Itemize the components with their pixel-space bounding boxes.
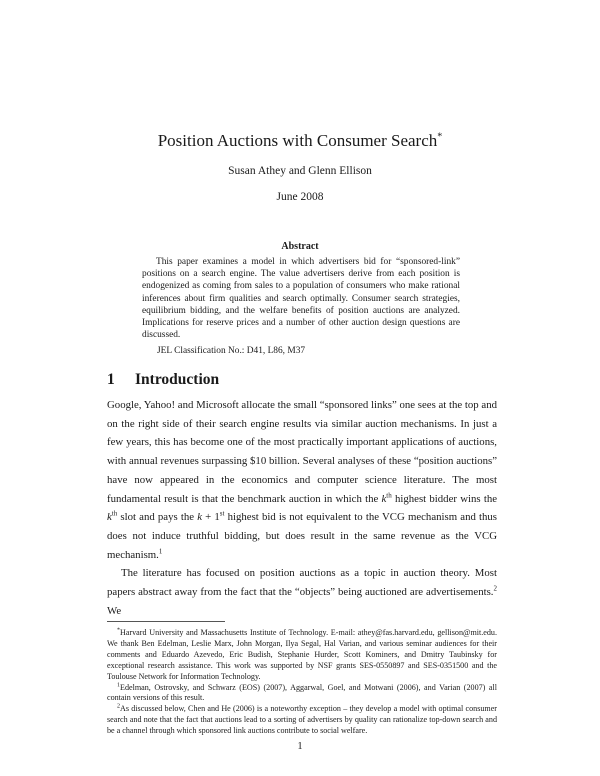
paragraph-1: Google, Yahoo! and Microsoft allocate the small “sponsored links” one sees at the top and on the right side of their search engine results via similar auction mechanisms. In just a few years, this has become one of the most practically important applications of auctions, with annual revenues surpassing $10 billion. Several analyses of these “position auctions” have now appeared in the economics and computer science literature. The most fundamental result is that the benchmark auction in which the $k^{th}$ highest bidder wins the $k^{th}$ slot and pays the k + 1st highest bid is not equivalent to the VCG mechanism and thus does not induce truthful bidding, but does result in the same revenue as the VCG mechanism.$^1$: [107, 399, 498, 561]
abstract-text: This paper examines a model in which advertisers bid for “sponsored-link” positions on a search engine. The value advertisers derive from each position is endogenized as coming from sales to a population of consumers who make rational inferences about firm qualities and search optimally. Consumer search strategies, equilibrium bidding, and the welfare benefits of position auctions are analyzed. Implications for reserve prices and a number of other auction design questions are discussed.: [142, 257, 460, 341]
paper-title: Position Auctions with Consumer Search*: [157, 131, 443, 150]
authors: Susan Athey and Glenn Ellison: [228, 165, 372, 177]
footnote-ref-2[interactable]: 2: [493, 584, 497, 593]
page-number: 1: [297, 741, 303, 752]
section-heading: [107, 371, 219, 389]
footnote-ref-1[interactable]: 1: [158, 547, 163, 556]
footnotes: [107, 628, 497, 737]
section-title: Introduction: [135, 371, 220, 388]
title-footnote-mark: *: [437, 131, 443, 143]
section-number: 1: [107, 371, 115, 388]
date: June 2008: [276, 191, 324, 203]
abstract-heading: Abstract: [281, 241, 319, 252]
paragraph-2: The literature has focused on position auctions as a topic in auction theory. Most papers abstract away from the fact that the “objects” being auctioned are advertisements.$^2$ We: [107, 567, 497, 617]
footnote-rule: [107, 621, 225, 622]
footnote-2: $^2$As discussed below, Chen and He (2006) is a noteworthy exception – they develop a model with optimal consumer search and note that the fact that auctions lead to a sorting of advertisers by quality can rationalize top-down search and be a channel through which sponsored link auctions contribute to social welfare.: [107, 703, 497, 736]
jel-classification: JEL Classification No.: D41, L86, M37: [157, 346, 306, 356]
footnote-star: *Harvard University and Massachusetts Institute of Technology. E-mail: athey@fas.harvard.edu, gellison@mit.edu. We thank Ben Edelman, Leslie Marx, John Morgan, Ilya Segal, Hal Varian, and various seminar audiences for their comments and Eduardo Azevedo, Eric Budish, Stephanie Hurder, Scott Kominers, and Dmitry Taubinsky for exceptional research assistance. This work was supported by NSF grants SES-0550897 and SES-0351500 and the Toulouse Network for Information Technology.: [107, 627, 497, 681]
abstract-body: [142, 256, 460, 341]
body-text: [107, 396, 497, 620]
footnote-1: $^1$Edelman, Ostrovsky, and Schwarz (EOS) (2007), Aggarwal, Goel, and Motwani (2006), and Varian (2007) all contain versions of this result.: [107, 681, 497, 703]
